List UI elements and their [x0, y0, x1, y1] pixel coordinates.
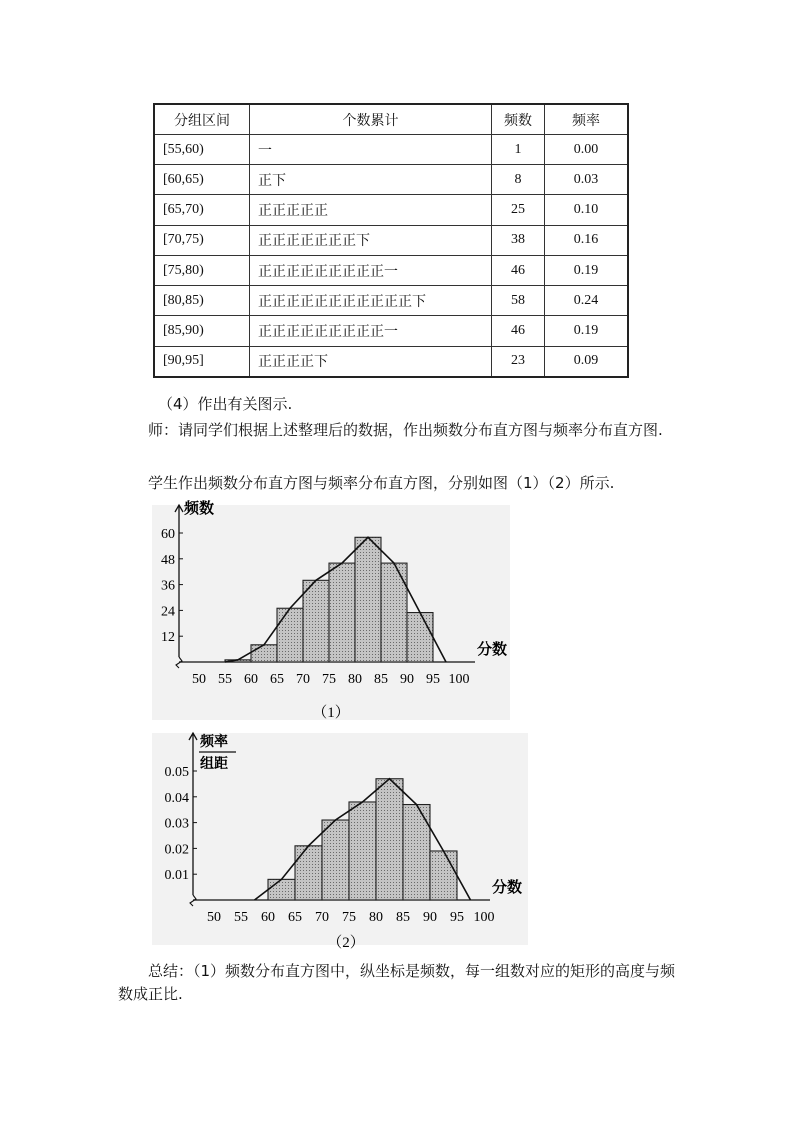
count-cell: 38 — [492, 225, 545, 255]
x-tick-label: 55 — [218, 672, 232, 687]
tally-cell: 正正正正下 — [250, 346, 492, 377]
rate-cell: 0.03 — [545, 165, 629, 195]
y-tick-label: 0.04 — [164, 790, 189, 806]
interval-cell: [60,65) — [154, 165, 250, 195]
histogram-bar — [376, 779, 403, 900]
tally-cell: 正正正正正正正正正一 — [250, 316, 492, 346]
count-cell: 1 — [492, 135, 545, 165]
y-tick-label: 0.01 — [164, 868, 189, 884]
histogram-bar — [295, 846, 322, 900]
count-cell: 58 — [492, 286, 545, 316]
header-rate: 频率 — [545, 104, 629, 135]
student-text: 学生作出频数分布直方图与频率分布直方图，分别如图（1）（2）所示. — [148, 474, 615, 492]
x-tick-label: 80 — [369, 910, 383, 925]
histogram-bar — [268, 879, 295, 900]
tally-cell: 正正正正正正正下 — [250, 225, 492, 255]
y-tick-label: 48 — [161, 552, 175, 568]
x-tick-label: 50 — [192, 672, 206, 687]
x-tick-label: 85 — [374, 672, 388, 687]
x-tick-label: 75 — [322, 672, 336, 687]
y-axis-label: 频数 — [184, 501, 215, 517]
y-axis-label-numerator: 频率 — [200, 735, 228, 750]
count-cell: 46 — [492, 316, 545, 346]
histogram-bar — [430, 851, 457, 900]
teacher-text: 师：请同学们根据上述整理后的数据，作出频数分布直方图与频率分布直方图. — [148, 421, 663, 439]
x-tick-label: 95 — [450, 910, 464, 925]
x-tick-label: 65 — [288, 910, 302, 925]
rate-cell: 0.19 — [545, 316, 629, 346]
x-tick-label: 60 — [244, 672, 258, 687]
y-axis-label-denominator: 组距 — [200, 757, 228, 772]
step-4-text: （4）作出有关图示. — [158, 395, 293, 413]
interval-cell: [85,90) — [154, 316, 250, 346]
x-tick-label: 75 — [342, 910, 356, 925]
interval-cell: [80,85) — [154, 286, 250, 316]
x-tick-label: 100 — [473, 910, 495, 925]
tally-cell: 正正正正正正正正正一 — [250, 255, 492, 285]
x-axis-label: 分数 — [492, 880, 523, 896]
rate-cell: 0.10 — [545, 195, 629, 225]
rate-cell: 0.19 — [545, 255, 629, 285]
y-tick-label: 0.05 — [164, 765, 189, 780]
rate-cell: 0.00 — [545, 135, 629, 165]
header-tally: 个数累计 — [250, 104, 492, 135]
x-tick-label: 55 — [234, 910, 248, 925]
tally-cell: 一 — [250, 135, 492, 165]
tally-cell: 正下 — [250, 165, 492, 195]
interval-cell: [55,60) — [154, 135, 250, 165]
x-axis-label: 分数 — [477, 642, 508, 658]
x-tick-label: 60 — [261, 910, 275, 925]
y-tick-label: 60 — [161, 527, 175, 542]
x-tick-label: 100 — [448, 672, 470, 687]
count-cell: 8 — [492, 165, 545, 195]
summary-text: 总结：（1）频数分布直方图中，纵坐标是频数，每一组数对应的矩形的高度与频数成正比. — [118, 962, 676, 1003]
chart-caption: （1） — [312, 705, 350, 721]
x-tick-label: 90 — [423, 910, 437, 925]
count-cell: 46 — [492, 255, 545, 285]
header-count: 频数 — [492, 104, 545, 135]
y-tick-label: 24 — [161, 604, 175, 620]
y-tick-label: 0.02 — [164, 842, 189, 858]
x-tick-label: 70 — [296, 672, 310, 687]
interval-cell: [70,75) — [154, 225, 250, 255]
chart-caption: （2） — [327, 935, 365, 951]
header-interval: 分组区间 — [154, 104, 250, 135]
histogram-bar — [322, 820, 349, 900]
x-tick-label: 50 — [207, 910, 221, 925]
x-tick-label: 80 — [348, 672, 362, 687]
rate-cell: 0.09 — [545, 346, 629, 377]
histogram-bar — [403, 805, 430, 900]
x-tick-label: 90 — [400, 672, 414, 687]
x-tick-label: 70 — [315, 910, 329, 925]
count-cell: 25 — [492, 195, 545, 225]
x-tick-label: 85 — [396, 910, 410, 925]
count-cell: 23 — [492, 346, 545, 377]
y-tick-label: 0.03 — [164, 816, 189, 832]
x-tick-label: 95 — [426, 672, 440, 687]
tally-cell: 正正正正正正正正正正正下 — [250, 286, 492, 316]
interval-cell: [75,80) — [154, 255, 250, 285]
x-tick-label: 65 — [270, 672, 284, 687]
y-tick-label: 36 — [161, 578, 175, 594]
y-tick-label: 12 — [161, 630, 175, 646]
tally-cell: 正正正正正 — [250, 195, 492, 225]
rate-cell: 0.24 — [545, 286, 629, 316]
interval-cell: [65,70) — [154, 195, 250, 225]
histogram-bar — [349, 802, 376, 900]
rate-cell: 0.16 — [545, 225, 629, 255]
interval-cell: [90,95] — [154, 346, 250, 377]
